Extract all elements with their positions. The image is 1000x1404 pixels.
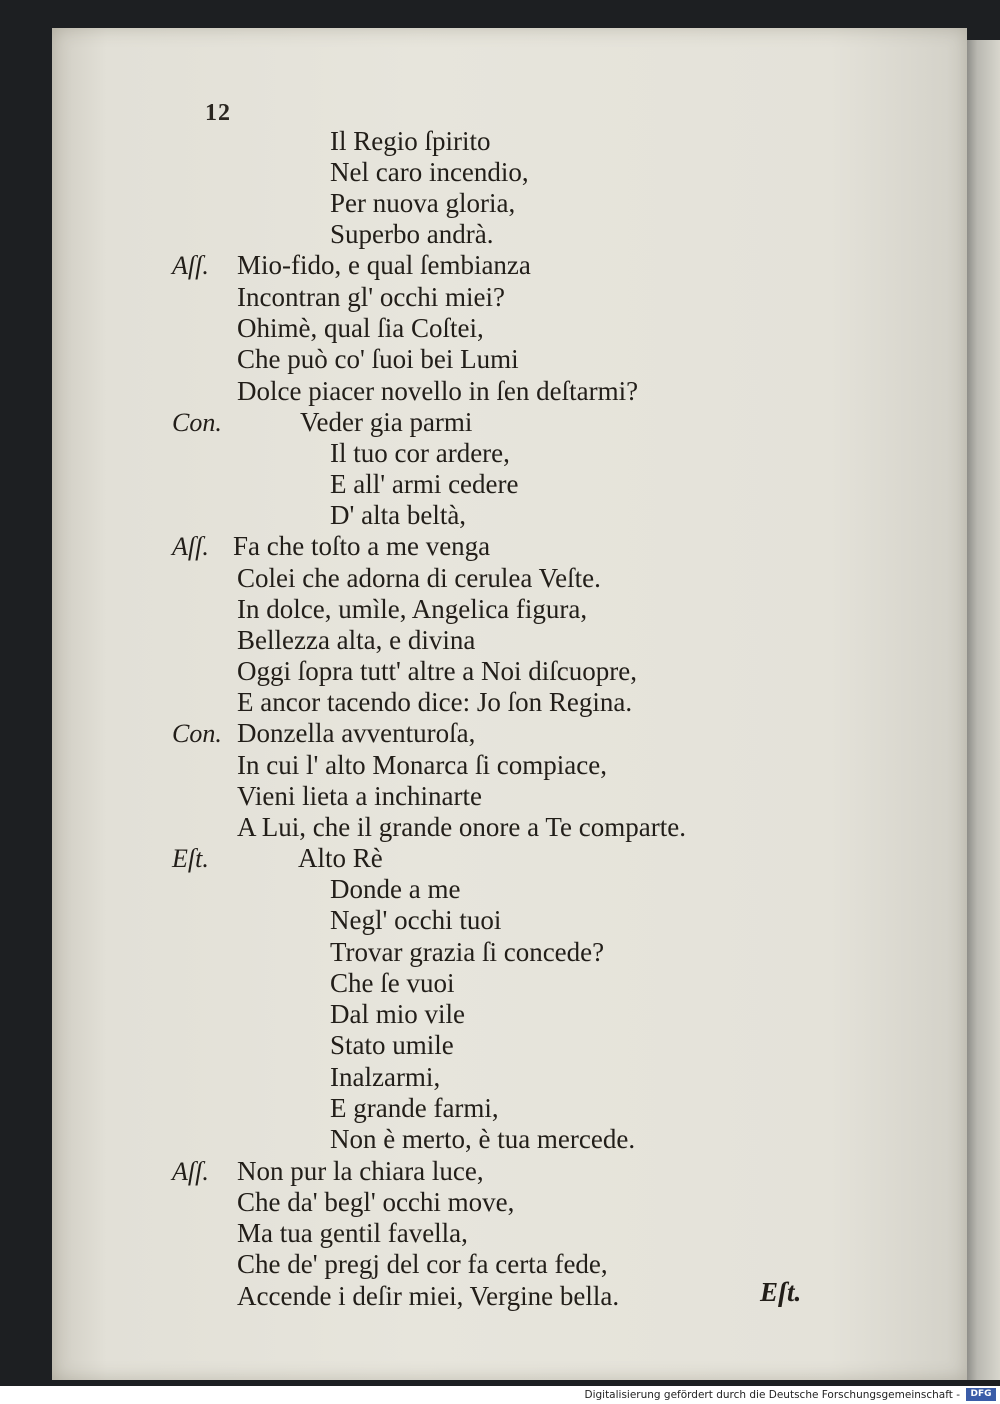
verse-line: Dolce piacer novello in ſen deſtarmi? bbox=[237, 376, 639, 406]
verse-line: Ma tua gentil favella, bbox=[237, 1218, 468, 1248]
speaker-label: Con. bbox=[172, 408, 222, 437]
verse-line: Il tuo cor ardere, bbox=[330, 438, 510, 468]
verse-line: Dal mio vile bbox=[330, 999, 465, 1029]
speaker-label: Aſſ. bbox=[172, 532, 209, 561]
verse-line: Mio-fido, e qual ſembianza bbox=[237, 250, 531, 280]
verse-line: Che può co' ſuoi bei Lumi bbox=[237, 344, 519, 374]
verse-line: Trovar grazia ſi concede? bbox=[330, 937, 605, 967]
footer-credit: Digitalisierung gefördert durch die Deutsche Forschungsgemeinschaft - bbox=[584, 1389, 960, 1401]
verse-line: Che da' begl' occhi move, bbox=[237, 1187, 515, 1217]
verse-line: Vieni lieta a inchinarte bbox=[237, 781, 483, 811]
verse-line: Colei che adorna di cerulea Veſte. bbox=[237, 563, 601, 593]
verse-line: E all' armi cedere bbox=[330, 469, 519, 499]
speaker-label: Aſſ. bbox=[172, 251, 209, 280]
verse-line: Stato umile bbox=[330, 1030, 454, 1060]
verse-line: Ohimè, qual ſia Coſtei, bbox=[237, 313, 484, 343]
verse-line: D' alta beltà, bbox=[330, 500, 467, 530]
verse-line: Negl' occhi tuoi bbox=[330, 905, 502, 935]
verse-line: Bellezza alta, e divina bbox=[237, 625, 476, 655]
verse-line: Inalzarmi, bbox=[330, 1062, 441, 1092]
verse-line: A Lui, che il grande onore a Te comparte. bbox=[237, 812, 686, 842]
speaker-label: Eſt. bbox=[172, 844, 209, 873]
verse-line: E ancor tacendo dice: Jo ſon Regina. bbox=[237, 687, 633, 717]
catchword: Eſt. bbox=[760, 1277, 802, 1307]
verse-line: Oggi ſopra tutt' altre a Noi diſcuopre, bbox=[237, 656, 638, 686]
verse-line: Incontran gl' occhi miei? bbox=[237, 282, 506, 312]
verse-line: Fa che toſto a me venga bbox=[233, 531, 491, 561]
footer-bar bbox=[0, 1386, 1000, 1404]
verse-line: Che de' pregj del cor fa certa fede, bbox=[237, 1249, 608, 1279]
verse-line: Superbo andrà. bbox=[330, 219, 494, 249]
verse-line: Che ſe vuoi bbox=[330, 968, 455, 998]
next-page-edge bbox=[962, 40, 1000, 1380]
verse-line: Nel caro incendio, bbox=[330, 157, 529, 187]
verse-line: E grande farmi, bbox=[330, 1093, 499, 1123]
dfg-logo: DFG bbox=[966, 1388, 996, 1401]
verse-line: Donde a me bbox=[330, 874, 461, 904]
speaker-label: Aſſ. bbox=[172, 1157, 209, 1186]
verse-line: Non pur la chiara luce, bbox=[237, 1156, 484, 1186]
verse-line: Il Regio ſpirito bbox=[330, 126, 491, 156]
verse-line: In dolce, umìle, Angelica figura, bbox=[237, 594, 588, 624]
speaker-label: Con. bbox=[172, 719, 222, 748]
verse-line: In cui l' alto Monarca ſi compiace, bbox=[237, 750, 607, 780]
verse-line: Per nuova gloria, bbox=[330, 188, 516, 218]
verse-line: Veder gia parmi bbox=[300, 407, 473, 437]
verse-line: Non è merto, è tua mercede. bbox=[330, 1124, 636, 1154]
verse-line: Alto Rè bbox=[298, 843, 383, 873]
page-number: 12 bbox=[205, 100, 231, 126]
verse-line: Donzella avventuroſa, bbox=[237, 718, 476, 748]
verse-line: Accende i deſir miei, Vergine bella. bbox=[237, 1281, 620, 1311]
